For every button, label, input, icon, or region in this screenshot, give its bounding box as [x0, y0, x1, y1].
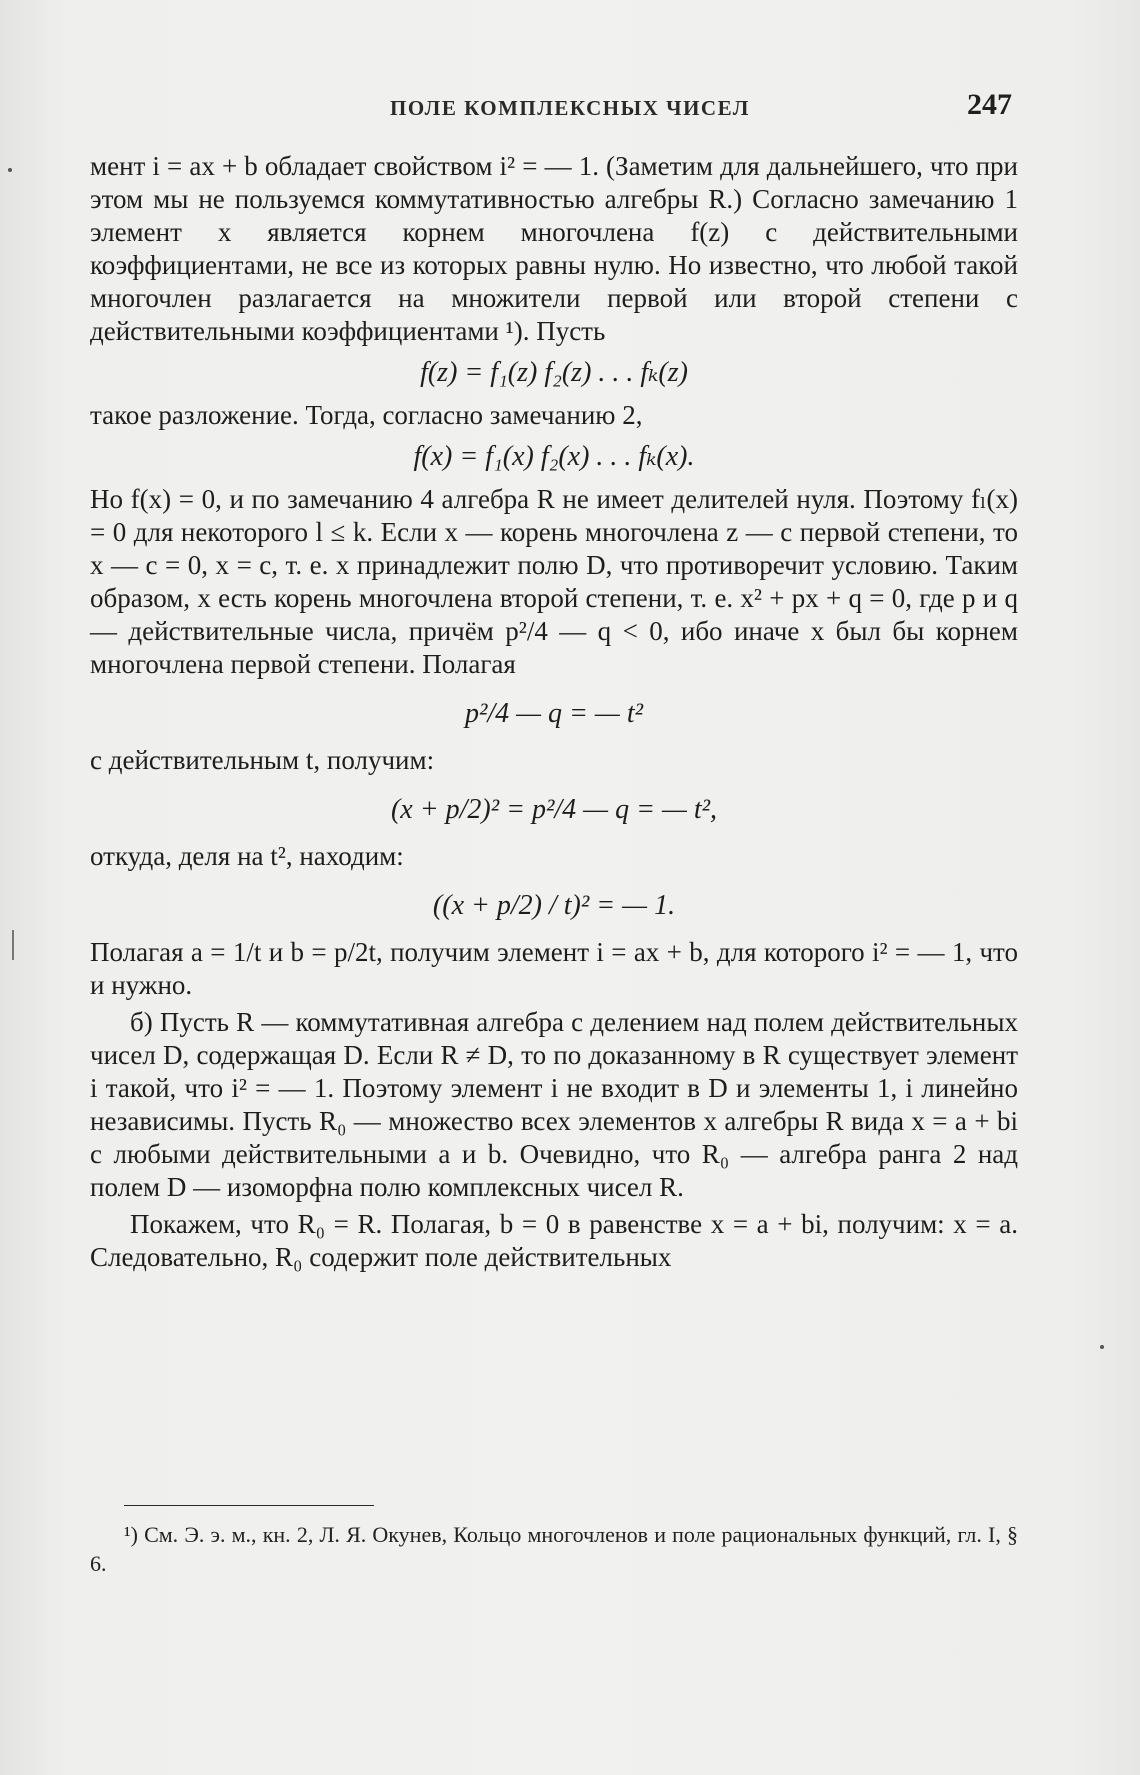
scan-speck	[8, 168, 12, 172]
scan-margin-mark	[12, 930, 14, 960]
paragraph: Но f(x) = 0, и по замечанию 4 алгебра R не имеет делителей нуля. Поэтому fₗ(x) = 0 для некоторого l ≤ k. Если x — корень многочлена z — c первой степени, то x — c = 0, x = c, т. е. x принадлежит полю D, что противоречит условию. Таким образом, x есть корень многочлена второй степени, т. е. x² + px + q = 0, где p и q — действительные числа, причём p²/4 — q < 0, ибо иначе x был бы корнем многочлена первой степени. Полагая	[90, 484, 1018, 679]
paragraph: такое разложение. Тогда, согласно замечанию 2,	[90, 400, 643, 430]
formula: p²/4 — q = — t²	[464, 698, 644, 729]
formula: f(x) = f₁(x) f₂(x) . . . fₖ(x).	[413, 441, 695, 472]
footnote-divider	[124, 1505, 374, 1506]
footnote: ¹) См. Э. э. м., кн. 2, Л. Я. Окунев, Кольцо многочленов и поле рациональных функций, гл. I, § 6.	[90, 1522, 1018, 1576]
paragraph: с действительным t, получим:	[90, 745, 435, 775]
formula: (x + p/2)² = p²/4 — q = — t²,	[390, 794, 718, 825]
paragraph: Покажем, что R₀ = R. Полагая, b = 0 в равенстве x = a + bi, получим: x = a. Следовательно, R₀ содержит поле действительных	[90, 1209, 1018, 1272]
formula: f(z) = f₁(z) f₂(z) . . . fₖ(z)	[420, 357, 688, 388]
paragraph: откуда, деля на t², находим:	[90, 841, 404, 871]
main-text	[90, 150, 1018, 1274]
paragraph: Полагая a = 1/t и b = p/2t, получим элемент i = ax + b, для которого i² = — 1, что и нужно.	[90, 937, 1018, 1000]
page-number: 247	[967, 88, 1012, 121]
scan-speck	[1100, 1345, 1104, 1349]
paragraph: мент i = ax + b обладает свойством i² = — 1. (Заметим для дальнейшего, что при этом мы не пользуемся коммутативностью алгебры R.) Согласно замечанию 1 элемент x является корнем многочлена f(z) с действительными коэффициентами, не все из которых равны нулю. Но известно, что любой такой многочлен разлагается на множители первой или второй степени с действительными коэффициентами ¹). Пусть	[90, 151, 1018, 346]
running-title: ПОЛЕ КОМПЛЕКСНЫХ ЧИСЕЛ	[390, 96, 750, 120]
paragraph: б) Пусть R — коммутативная алгебра с делением над полем действительных чисел D, содержащая D. Если R ≠ D, то по доказанному в R существует элемент i такой, что i² = — 1. Поэтому элемент i не входит в D и элементы 1, i линейно независимы. Пусть R₀ — множество всех элементов x алгебры R вида x = a + bi с любыми действительными a и b. Очевидно, что R₀ — алгебра ранга 2 над полем D — изоморфна полю комплексных чисел R.	[90, 1007, 1018, 1202]
formula: ((x + p/2) / t)² = — 1.	[432, 890, 676, 921]
page-header	[0, 88, 1140, 132]
